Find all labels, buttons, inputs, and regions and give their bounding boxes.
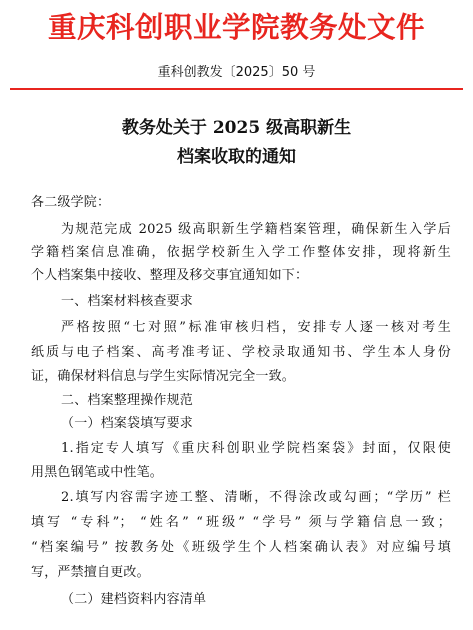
- document-header-title: 重庆科创职业学院教务处文件: [47, 11, 425, 44]
- notice-title-line-1: 教务处关于 2025 级高职新生: [121, 118, 352, 138]
- body-line: 学籍档案信息准确，依据学校新生入学工作整体安排，现将新生: [31, 245, 451, 260]
- body-line: 为规范完成 2025 级高职新生学籍档案管理，确保新生入学后: [61, 222, 451, 237]
- body-line: “档案编号” 按教务处《班级学生个人档案确认表》对应编号填: [31, 540, 451, 555]
- body-line: 填写 “专科”； “姓名” “班级” “学号” 须与学籍信息一致；: [31, 515, 451, 530]
- body-line: 写，严禁擅自更改。: [31, 565, 150, 580]
- body-line: 证，确保材料信息与学生实际情况完全一致。: [31, 369, 296, 384]
- section-heading: 一、档案材料核查要求: [61, 294, 194, 309]
- document-number: 重科创教发〔2025〕50 号: [157, 65, 316, 80]
- subsection-heading: （二）建档资料内容清单: [61, 592, 207, 607]
- body-line: 1.指定专人填写《重庆科创职业学院档案袋》封面，仅限使: [61, 441, 451, 456]
- section-heading: 二、档案整理操作规范: [61, 393, 194, 408]
- body-line: 纸质与电子档案、高考准考证、学校录取通知书、学生本人身份: [31, 345, 451, 360]
- body-line: 个人档案集中接收、整理及移交事宜通知如下：: [31, 268, 309, 283]
- subsection-heading: （一）档案袋填写要求: [61, 416, 194, 431]
- body-line: 2.填写内容需字迹工整、清晰，不得涂改或勾画；“学历” 栏: [61, 490, 451, 505]
- notice-title-line-2: 档案收取的通知: [177, 147, 296, 167]
- salutation: 各二级学院：: [31, 195, 111, 210]
- header-divider: [10, 88, 463, 90]
- body-line: 用黑色钢笔或中性笔。: [31, 465, 164, 480]
- body-line: 严格按照“七对照”标准审核归档，安排专人逐一核对考生: [61, 320, 451, 335]
